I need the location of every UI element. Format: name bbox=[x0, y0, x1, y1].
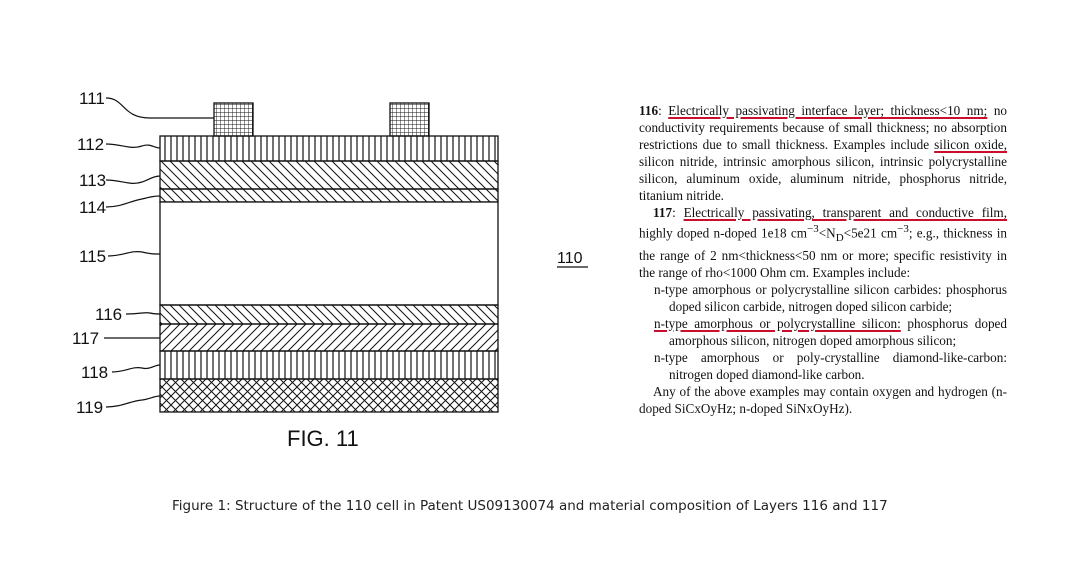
label-112: 112 bbox=[77, 135, 105, 154]
label-113: 113 bbox=[79, 171, 107, 190]
figure-caption: Figure 1: Structure of the 110 cell in Patent US09130074 and material composition of Layers 116 and 117 bbox=[172, 498, 888, 514]
underlined-n-type-silicon: n-type amorphous or polycrystalline silicon: bbox=[654, 316, 901, 332]
underlined-passivating-layer: Electrically passivating interface layer; thickness<10 nm; bbox=[668, 103, 988, 118]
layer-116 bbox=[160, 305, 498, 324]
layer-113 bbox=[160, 161, 498, 189]
list-item-silicon: n-type amorphous or polycrystalline silicon: phosphorus doped amorphous silicon, nitrogen doped amorphous silicon; bbox=[654, 316, 1007, 349]
cell-structure-diagram bbox=[0, 0, 600, 480]
contact-111-left bbox=[214, 103, 253, 136]
list-item-silicon-carbides: n-type amorphous or polycrystalline silicon carbides: phosphorus doped silicon carbide, nitrogen doped silicon carbide; bbox=[654, 282, 1007, 315]
cell-ref-110: 110 bbox=[557, 250, 583, 267]
layer-119 bbox=[160, 379, 498, 412]
label-119: 119 bbox=[76, 398, 104, 417]
closing-note: Any of the above examples may contain oxygen and hydrogen (n-doped SiCxOyHz; n-doped SiNxOyHz). bbox=[639, 384, 1007, 417]
underlined-silicon-oxide: silicon oxide, bbox=[934, 137, 1007, 152]
material-description bbox=[639, 102, 1007, 417]
layer-114 bbox=[160, 189, 498, 202]
underlined-conductive-film: Electrically passivating, transparent and conductive film, bbox=[683, 205, 1007, 220]
label-114: 114 bbox=[79, 198, 107, 217]
layer-112 bbox=[160, 136, 498, 161]
layer-115 bbox=[160, 202, 498, 305]
ref-117: 117 bbox=[653, 205, 673, 220]
label-115: 115 bbox=[79, 247, 107, 266]
layer-117 bbox=[160, 324, 498, 351]
contact-111-right bbox=[390, 103, 429, 136]
paragraph-116: 116: Electrically passivating interface layer; thickness<10 nm; no conductivity requirements because of small thickness; no absorption restrictions due to small thickness. Examples include silicon oxide, silicon nitride, intrinsic amorphous silicon, intrinsic polycrystalline silicon, aluminum oxide, aluminum nitride, phosphorus nitride, titanium nitride. bbox=[639, 103, 1007, 203]
list-item-diamond-like-carbon: n-type amorphous or poly-crystalline diamond-like-carbon: nitrogen doped diamond-like carbon. bbox=[654, 350, 1007, 383]
paragraph-117: 117: Electrically passivating, transparent and conductive film, highly doped n-doped 1e18 $cm^{-3}<N_D<5e21$ $cm^{-3}$; e.g., thickness in the range of 2 nm<thickness<50 nm or more; specific resistivity in the range of rho<1000 Ohm cm. Examples include: bbox=[639, 205, 1007, 281]
label-111: 111 bbox=[79, 89, 105, 108]
label-117: 117 bbox=[72, 329, 100, 348]
ref-116: 116 bbox=[639, 103, 659, 118]
layer-118 bbox=[160, 351, 498, 379]
label-118: 118 bbox=[81, 363, 109, 382]
figure-label: FIG. 11 bbox=[287, 426, 359, 451]
label-116: 116 bbox=[95, 305, 123, 324]
